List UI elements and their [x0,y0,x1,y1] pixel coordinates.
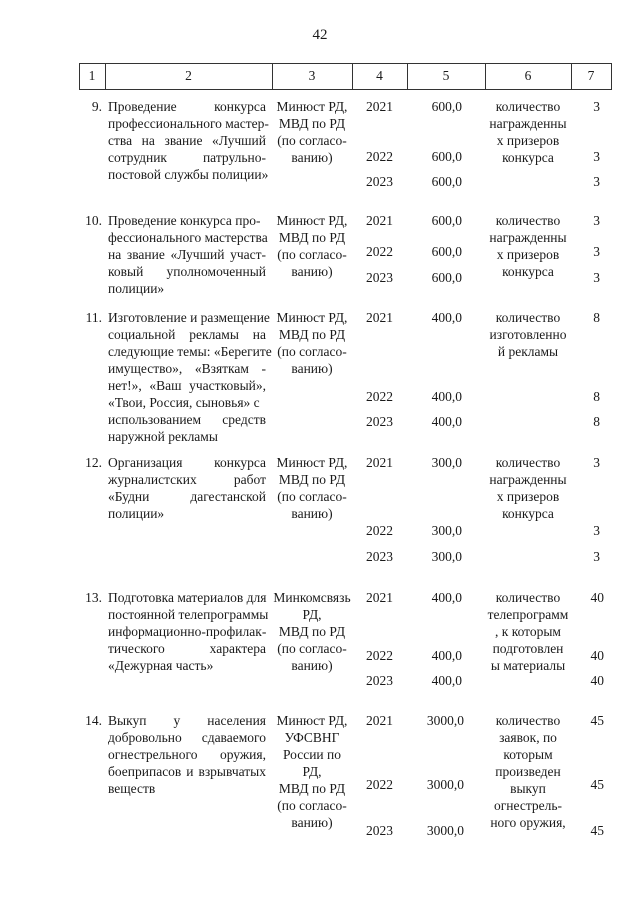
row-amount: 400,0 [431,414,462,429]
row-indicator: количество [495,213,561,228]
row-year: 2021 [366,213,393,228]
row-year: 2023 [366,673,393,688]
row-amount: 600,0 [431,244,462,259]
row-executor: МВД по РД [278,781,346,796]
row-description: Выкуп у населения [108,713,266,728]
row-value: 40 [590,648,604,663]
row-executor: МВД по РД [278,327,346,342]
row-executor: МВД по РД [278,472,346,487]
row-description: тического характера [108,641,266,656]
row-amount: 3000,0 [426,777,464,792]
row-value: 3 [593,174,600,189]
row-indicator: , к которым [495,624,561,639]
row-value: 8 [593,310,600,325]
row-indicator: х призеров [496,247,560,262]
row-executor: Минюст РД, [276,713,348,728]
row-description: Проведение конкурса [108,99,266,114]
row-value: 3 [593,549,600,564]
row-executor: Минкомсвязь [273,590,351,605]
row-number: 9. [91,99,102,114]
row-amount: 400,0 [431,389,462,404]
row-executor: Минюст РД, [276,213,348,228]
row-indicator: конкурса [502,150,554,165]
row-executor: МВД по РД [278,116,346,131]
row-year: 2023 [366,174,393,189]
row-year: 2021 [366,590,393,605]
row-year: 2021 [366,713,393,728]
row-number: 10. [85,213,102,228]
row-value: 3 [593,270,600,285]
row-indicator: количество [495,713,561,728]
row-description: профессионального мастер- [108,116,269,131]
row-indicator: ы материалы [490,658,566,673]
row-description: Изготовление и размещение [108,310,270,325]
row-year: 2021 [366,310,393,325]
row-value: 45 [590,777,604,792]
row-indicator: ного оружия, [490,815,566,830]
row-amount: 400,0 [431,310,462,325]
row-indicator: конкурса [502,264,554,279]
row-description: «Будни дагестанской [108,489,266,504]
row-amount: 400,0 [431,673,462,688]
row-year: 2022 [366,244,393,259]
row-executor: ванию) [291,815,333,830]
row-value: 8 [593,414,600,429]
row-description: «Дежурная часть» [108,658,214,673]
row-description: постовой службы полиции» [108,167,269,182]
row-amount: 600,0 [431,99,462,114]
row-indicator: заявок, по [499,730,557,745]
row-indicator: награжденны [489,230,567,245]
row-amount: 3000,0 [426,713,464,728]
row-value: 3 [593,213,600,228]
row-description: фессионального мастерства [108,230,268,245]
row-description: Организация конкурса [108,455,266,470]
row-description: социальной рекламы на [108,327,266,342]
row-value: 40 [590,673,604,688]
row-year: 2022 [366,777,393,792]
row-value: 3 [593,244,600,259]
row-description: ства на звание «Лучший [108,133,266,148]
row-description: наружной рекламы [108,429,218,444]
row-year: 2022 [366,523,393,538]
row-executor: МВД по РД [278,624,346,639]
row-number: 12. [85,455,102,470]
row-indicator: х призеров [496,133,560,148]
row-description: информационно-профилак- [108,624,267,639]
row-description: постоянной телепрограммы [108,607,269,622]
row-executor: России по [282,747,342,762]
row-indicator: количество [495,455,561,470]
row-description: боеприпасов и взрывчатых [108,764,266,779]
row-description: полиции» [108,506,165,521]
row-executor: (по согласо- [277,641,347,656]
header-cell: 5 [442,68,450,83]
row-amount: 600,0 [431,149,462,164]
row-indicator: изготовленно [489,327,567,342]
row-value: 3 [593,455,600,470]
row-value: 3 [593,99,600,114]
row-executor: РД, [302,764,322,779]
header-cell: 6 [524,68,532,83]
row-description: добровольно сдаваемого [108,730,266,745]
row-value: 8 [593,389,600,404]
row-indicator: й рекламы [497,344,559,359]
row-indicator: количество [495,310,561,325]
row-description: имущество», «Взяткам - [108,361,266,376]
row-executor: Минюст РД, [276,455,348,470]
row-indicator: х призеров [496,489,560,504]
row-value: 45 [590,713,604,728]
row-year: 2023 [366,270,393,285]
row-executor: (по согласо- [277,344,347,359]
row-executor: (по согласо- [277,247,347,262]
row-indicator: подготовлен [492,641,564,656]
row-description: полиции» [108,281,165,296]
row-year: 2021 [366,99,393,114]
row-amount: 300,0 [431,523,462,538]
row-description: сотрудник патрульно- [108,150,266,165]
row-executor: ванию) [291,264,333,279]
row-indicator: огнестрель- [493,798,563,813]
row-executor: МВД по РД [278,230,346,245]
row-description: «Твои, Россия, сыновья» с [108,395,260,410]
row-amount: 400,0 [431,648,462,663]
row-description: на звание «Лучший участ- [108,247,266,262]
row-year: 2021 [366,455,393,470]
row-executor: (по согласо- [277,133,347,148]
row-description: ковый уполномоченный [108,264,266,279]
header-cell: 4 [376,68,383,83]
row-description: Подготовка материалов для [108,590,267,605]
row-executor: ванию) [291,506,333,521]
row-value: 3 [593,523,600,538]
row-year: 2023 [366,549,393,564]
header-cell: 7 [587,68,595,83]
page-number: 42 [312,27,328,43]
row-description: использованием средств [108,412,266,427]
row-executor: ванию) [291,658,333,673]
row-amount: 3000,0 [426,823,464,838]
header-cell: 1 [88,68,96,83]
header-cell: 3 [308,68,316,83]
row-executor: УФСВНГ [284,730,340,745]
row-year: 2022 [366,648,393,663]
row-description: нет!», «Ваш участковый», [108,378,266,393]
row-description: Проведение конкурса про- [108,213,261,228]
row-amount: 600,0 [431,270,462,285]
row-indicator: телепрограмм [487,607,569,622]
row-number: 14. [85,713,102,728]
row-year: 2023 [366,414,393,429]
row-description: журналистских работ [108,472,266,487]
row-description: огнестрельного оружия, [108,747,266,762]
row-year: 2023 [366,823,393,838]
header-cell: 2 [185,68,192,83]
row-executor: ванию) [291,361,333,376]
row-amount: 600,0 [431,213,462,228]
row-amount: 400,0 [431,590,462,605]
row-description: следующие темы: «Берегите [108,344,272,359]
row-indicator: награжденны [489,116,567,131]
row-amount: 600,0 [431,174,462,189]
row-executor: Минюст РД, [276,310,348,325]
row-value: 3 [593,149,600,164]
row-indicator: конкурса [502,506,554,521]
row-executor: (по согласо- [277,798,347,813]
row-description: веществ [108,781,156,796]
row-indicator: количество [495,99,561,114]
row-executor: ванию) [291,150,333,165]
row-indicator: выкуп [510,781,546,796]
row-indicator: награжденны [489,472,567,487]
row-indicator: произведен [495,764,561,779]
row-executor: (по согласо- [277,489,347,504]
row-value: 45 [590,823,604,838]
row-year: 2022 [366,389,393,404]
row-indicator: которым [503,747,553,762]
row-year: 2022 [366,149,393,164]
row-number: 11. [85,310,102,325]
row-indicator: количество [495,590,561,605]
row-number: 13. [85,590,102,605]
row-executor: Минюст РД, [276,99,348,114]
row-executor: РД, [302,607,322,622]
row-value: 40 [590,590,604,605]
row-amount: 300,0 [431,455,462,470]
row-amount: 300,0 [431,549,462,564]
